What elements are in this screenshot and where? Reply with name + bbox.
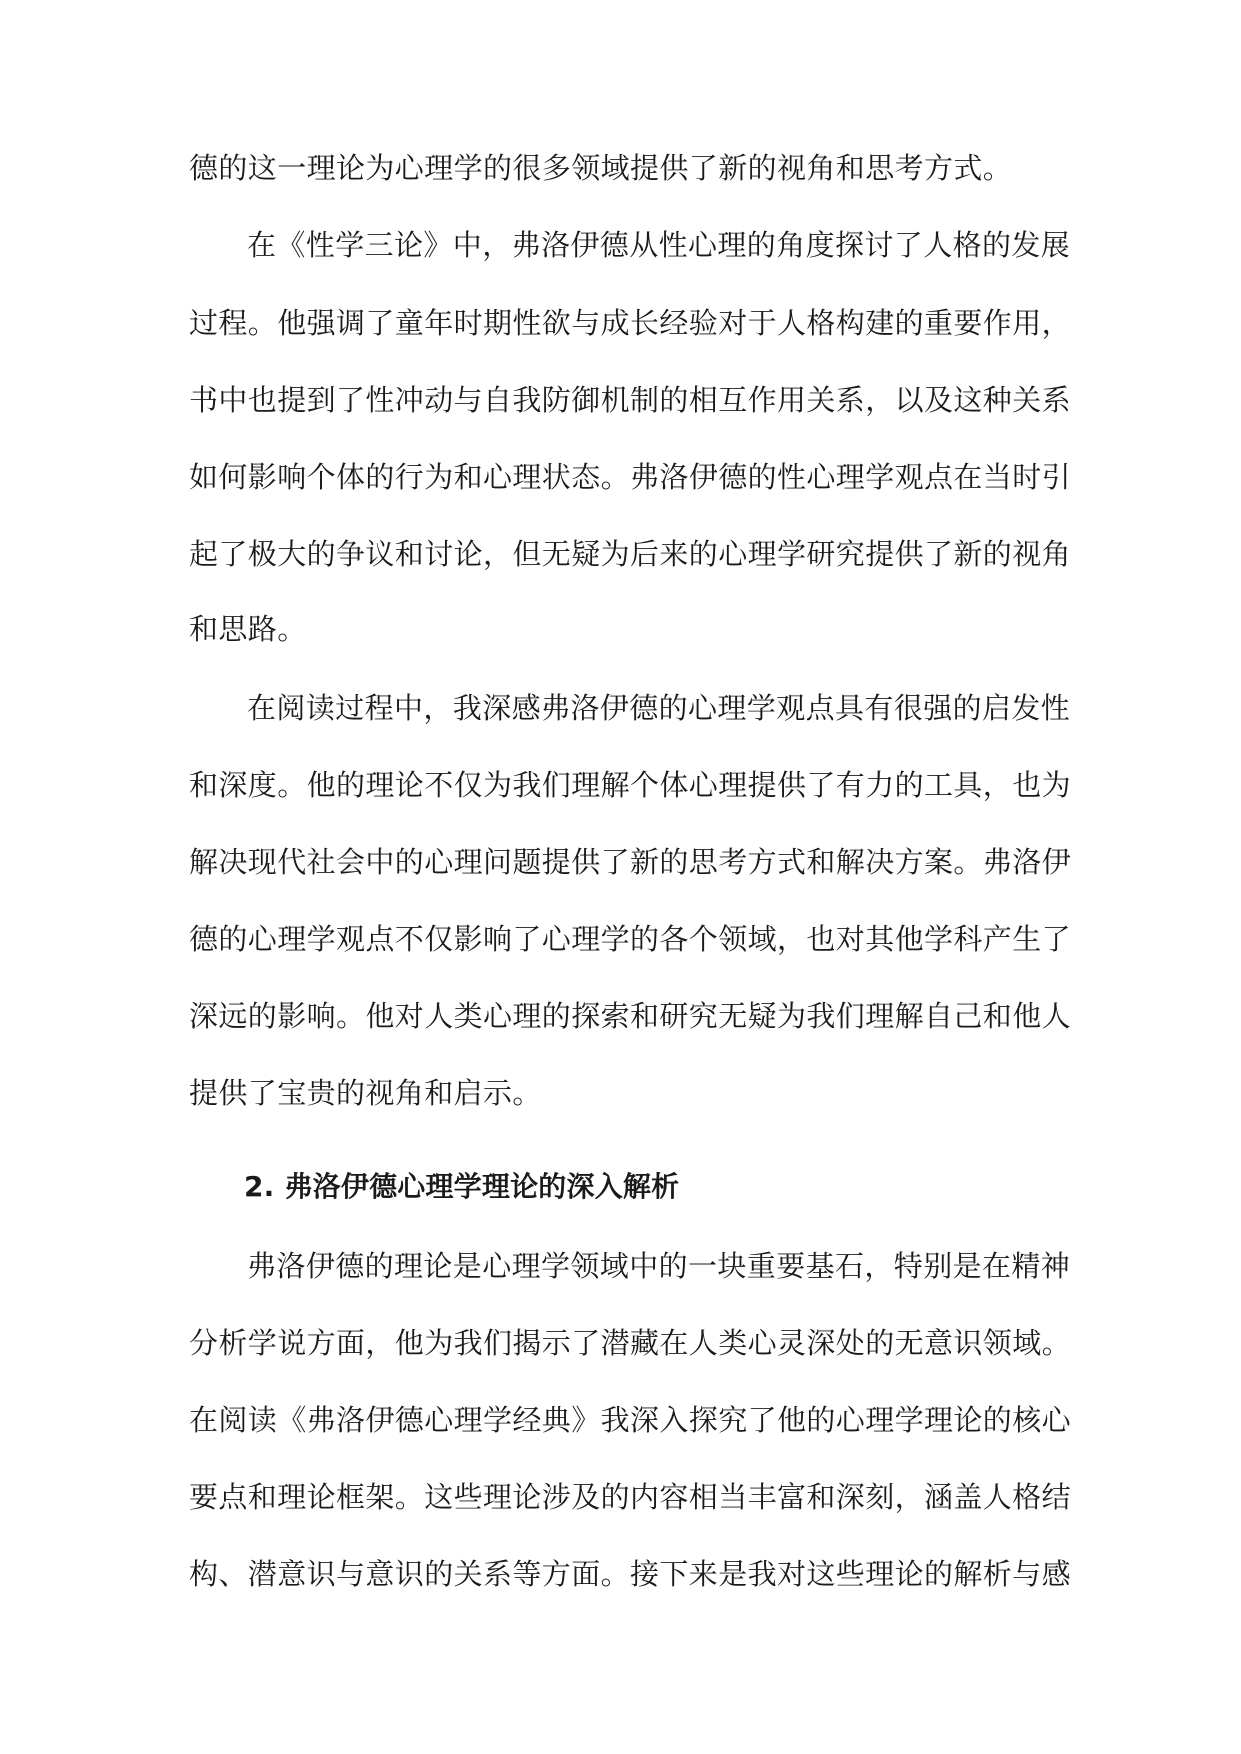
body-text-line: 过程。他强调了童年时期性欲与成长经验对于人格构建的重要作用， [189, 306, 1072, 340]
body-text-line: 和思路。 [189, 612, 307, 646]
body-text-line: 德的这一理论为心理学的很多领域提供了新的视角和思考方式。 [189, 151, 1013, 185]
body-text-line: 在《性学三论》中，弗洛伊德从性心理的角度探讨了人格的发展 [247, 228, 1071, 262]
body-text-line: 在阅读《弗洛伊德心理学经典》我深入探究了他的心理学理论的核心 [189, 1403, 1072, 1437]
body-text-line: 要点和理论框架。这些理论涉及的内容相当丰富和深刻，涵盖人格结 [189, 1480, 1072, 1514]
body-text-line: 提供了宝贵的视角和启示。 [189, 1076, 542, 1110]
body-text-line: 解决现代社会中的心理问题提供了新的思考方式和解决方案。弗洛伊 [189, 845, 1072, 879]
body-text-line: 如何影响个体的行为和心理状态。弗洛伊德的性心理学观点在当时引 [189, 460, 1072, 494]
body-text-line: 深远的影响。他对人类心理的探索和研究无疑为我们理解自己和他人 [189, 999, 1072, 1033]
body-text-line: 在阅读过程中，我深感弗洛伊德的心理学观点具有很强的启发性 [247, 691, 1071, 725]
body-text-line: 德的心理学观点不仅影响了心理学的各个领域，也对其他学科产生了 [189, 922, 1072, 956]
body-text-line: 构、潜意识与意识的关系等方面。接下来是我对这些理论的解析与感 [189, 1557, 1072, 1591]
body-text-line: 弗洛伊德的理论是心理学领域中的一块重要基石，特别是在精神 [247, 1249, 1071, 1283]
section-heading: 2. 弗洛伊德心理学理论的深入解析 [244, 1170, 680, 1203]
body-text-line: 起了极大的争议和讨论，但无疑为后来的心理学研究提供了新的视角 [189, 537, 1072, 571]
body-text-line: 和深度。他的理论不仅为我们理解个体心理提供了有力的工具，也为 [189, 768, 1072, 802]
body-text-line: 分析学说方面，他为我们揭示了潜藏在人类心灵深处的无意识领域。 [189, 1326, 1072, 1360]
body-text-line: 书中也提到了性冲动与自我防御机制的相互作用关系，以及这种关系 [189, 383, 1072, 417]
